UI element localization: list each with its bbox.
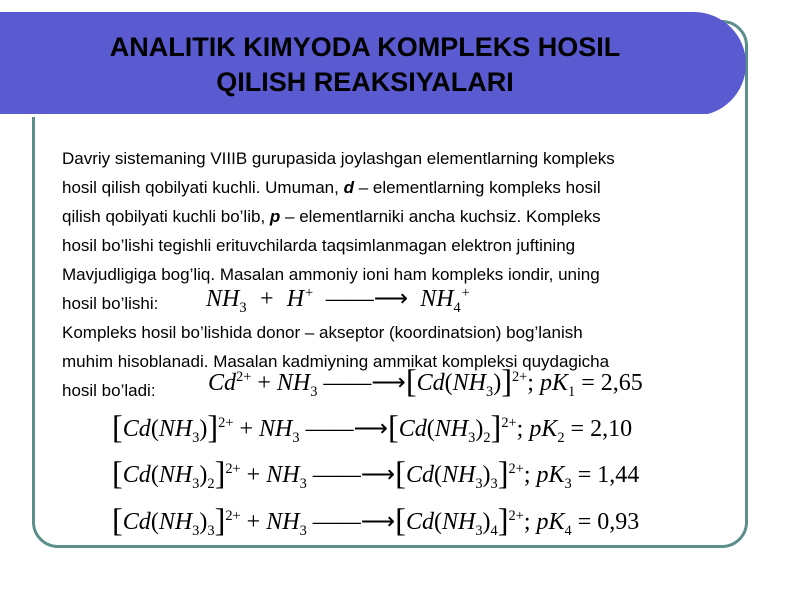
title-line-1: ANALITIK KIMYODA KOMPLEKS HOSIL (109, 32, 621, 62)
body-line-9: hosil bo’ladi: (62, 381, 156, 400)
body-line-2: hosil qilish qobilyati kuchli. Umuman, d – elementlarning kompleks hosil (62, 178, 601, 197)
body-line-7: Kompleks hosil bo’lishida donor – akseptor (koordinatsion) bog’lanish (62, 323, 583, 342)
equation-cd-2: $[Cd(NH_3)]^{2+} + NH_3$ $——⟶[Cd(NH_3)_2]^{2+}$; $pK_2 = 2,10$ (112, 410, 633, 446)
equation-cd-3: $[Cd(NH_3)_2]^{2+} + NH_3$ $——⟶[Cd(NH_3)_3]^{2+}$; $pK_3 = 1,44$ (112, 456, 640, 492)
body-line-4: hosil bo’lishi tegishli erituvchilarda taqsimlanmagan elektron juftining (62, 236, 576, 255)
body-line-3: qilish qobilyati kuchli bo’lib, p – elementlarniki ancha kuchsiz. Kompleks (62, 207, 601, 226)
body-line-5: Mavjudligiga bog’liq. Masalan ammoniy ioni ham kompleks iondir, uning (62, 265, 600, 284)
title-line-2: QILISH REAKSIYALARI (216, 67, 514, 97)
equation-ammonium: $NH_3 + H^+$ ——⟶ $NH_4^+$ (206, 285, 471, 316)
equation-cd-1: $Cd^{2+} + NH_3$ $——⟶[Cd(NH_3)]^{2+}$; $pK_1 = 2,65$ (208, 364, 643, 400)
title-banner (0, 12, 746, 116)
body-line-8: muhim hisoblanadi. Masalan kadmiyning ammikat kompleksi quydagicha (62, 352, 610, 371)
slide-title (0, 30, 730, 100)
body-line-6: hosil bo’lishi: (62, 294, 159, 313)
body-line-1: Davriy sistemaning VIIIB gurupasida joylashgan elementlarning kompleks (62, 149, 615, 168)
title-underline (0, 114, 708, 117)
equation-cd-4: $[Cd(NH_3)_3]^{2+} + NH_3$ $——⟶[Cd(NH_3)_4]^{2+}$; $pK_4 = 0,93$ (112, 503, 640, 539)
